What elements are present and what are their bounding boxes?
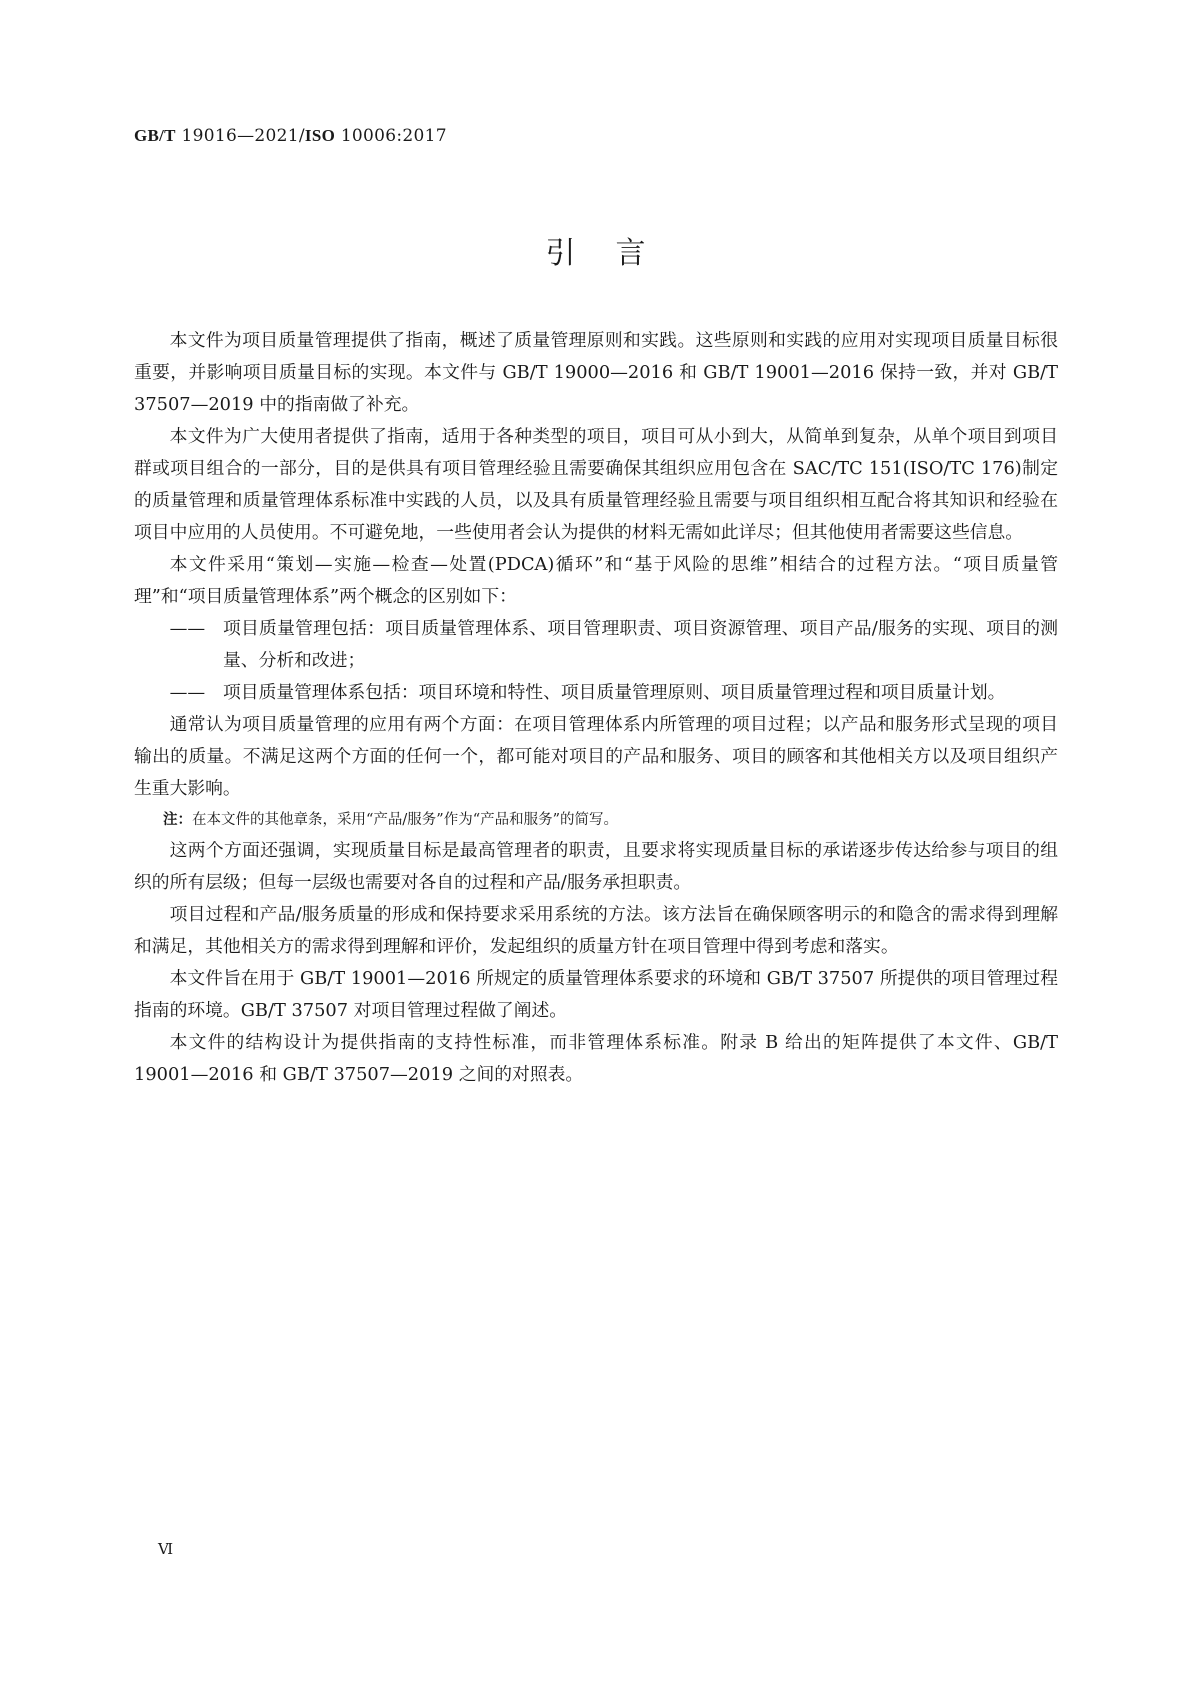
page-number: Ⅵ <box>158 1540 174 1558</box>
body-text <box>134 325 1058 1091</box>
iso-prefix: ISO <box>304 126 336 145</box>
page-title: 引言 <box>545 236 686 271</box>
list-item-text: 项目质量管理体系包括：项目环境和特性、项目质量管理原则、项目质量管理过程和项目质量计划。 <box>223 682 1006 703</box>
paragraph: 这两个方面还强调，实现质量目标是最高管理者的职责，且要求将实现质量目标的承诺逐步传达给参与项目的组织的所有层级；但每一层级也需要对各自的过程和产品/服务承担职责。 <box>134 840 1058 893</box>
list-item <box>134 613 1058 677</box>
paragraph: 本文件旨在用于 GB/T 19001—2016 所规定的质量管理体系要求的环境和 GB/T 37507 所提供的项目管理过程指南的环境。GB/T 37507 对项目管理过程做了阐述。 <box>134 968 1058 1021</box>
paragraph: 本文件为广大使用者提供了指南，适用于各种类型的项目，项目可从小到大，从简单到复杂，从单个项目到项目群或项目组合的一部分，目的是供具有项目管理经验且需要确保其组织应用包含在 SAC/TC 151(ISO/TC 176)制定的质量管理和质量管理体系标准中实践的人员，以及具有质量管理经验且需要与项目组织相互配合将其知识和经验在项目中应用的人员使用。不可避免地，一些使用者会认为提供的材料无需如此详尽；但其他使用者需要这些信息。 <box>134 426 1058 543</box>
standard-number: 19016—2021/ <box>175 126 305 146</box>
list-dash: —— <box>169 618 206 639</box>
paragraph: 本文件为项目质量管理提供了指南，概述了质量管理原则和实践。这些原则和实践的应用对实现项目质量目标很重要，并影响项目质量目标的实现。本文件与 GB/T 19000—2016 和 GB/T 19001—2016 保持一致，并对 GB/T 37507—2019 中的指南做了补充。 <box>134 330 1058 415</box>
paragraph: 本文件的结构设计为提供指南的支持性标准，而非管理体系标准。附录 B 给出的矩阵提供了本文件、GB/T 19001—2016 和 GB/T 37507—2019 之间的对照表。 <box>134 1032 1058 1085</box>
note-label: 注： <box>163 811 192 828</box>
note <box>134 805 1058 835</box>
paragraph: 通常认为项目质量管理的应用有两个方面：在项目管理体系内所管理的项目过程；以产品和服务形式呈现的项目输出的质量。不满足这两个方面的任何一个，都可能对项目的产品和服务、项目的顾客和其他相关方以及项目组织产生重大影响。 <box>134 714 1058 799</box>
paragraph: 本文件采用“策划—实施—检查—处置(PDCA)循环”和“基于风险的思维”相结合的过程方法。“项目质量管理”和“项目质量管理体系”两个概念的区别如下： <box>134 554 1058 607</box>
list-item-text: 项目质量管理包括：项目质量管理体系、项目管理职责、项目资源管理、项目产品/服务的实现、项目的测量、分析和改进； <box>223 618 1058 671</box>
document-header <box>134 126 447 146</box>
iso-number: 10006:2017 <box>335 126 447 146</box>
paragraph: 项目过程和产品/服务质量的形成和保持要求采用系统的方法。该方法旨在确保顾客明示的和隐含的需求得到理解和满足，其他相关方的需求得到理解和评价，发起组织的质量方针在项目管理中得到考虑和落实。 <box>134 904 1058 957</box>
list-dash: —— <box>169 682 206 703</box>
note-text: 在本文件的其他章条，采用“产品/服务”作为“产品和服务”的简写。 <box>192 812 619 828</box>
standard-prefix: GB/T <box>134 126 176 145</box>
list-item <box>134 677 1058 709</box>
